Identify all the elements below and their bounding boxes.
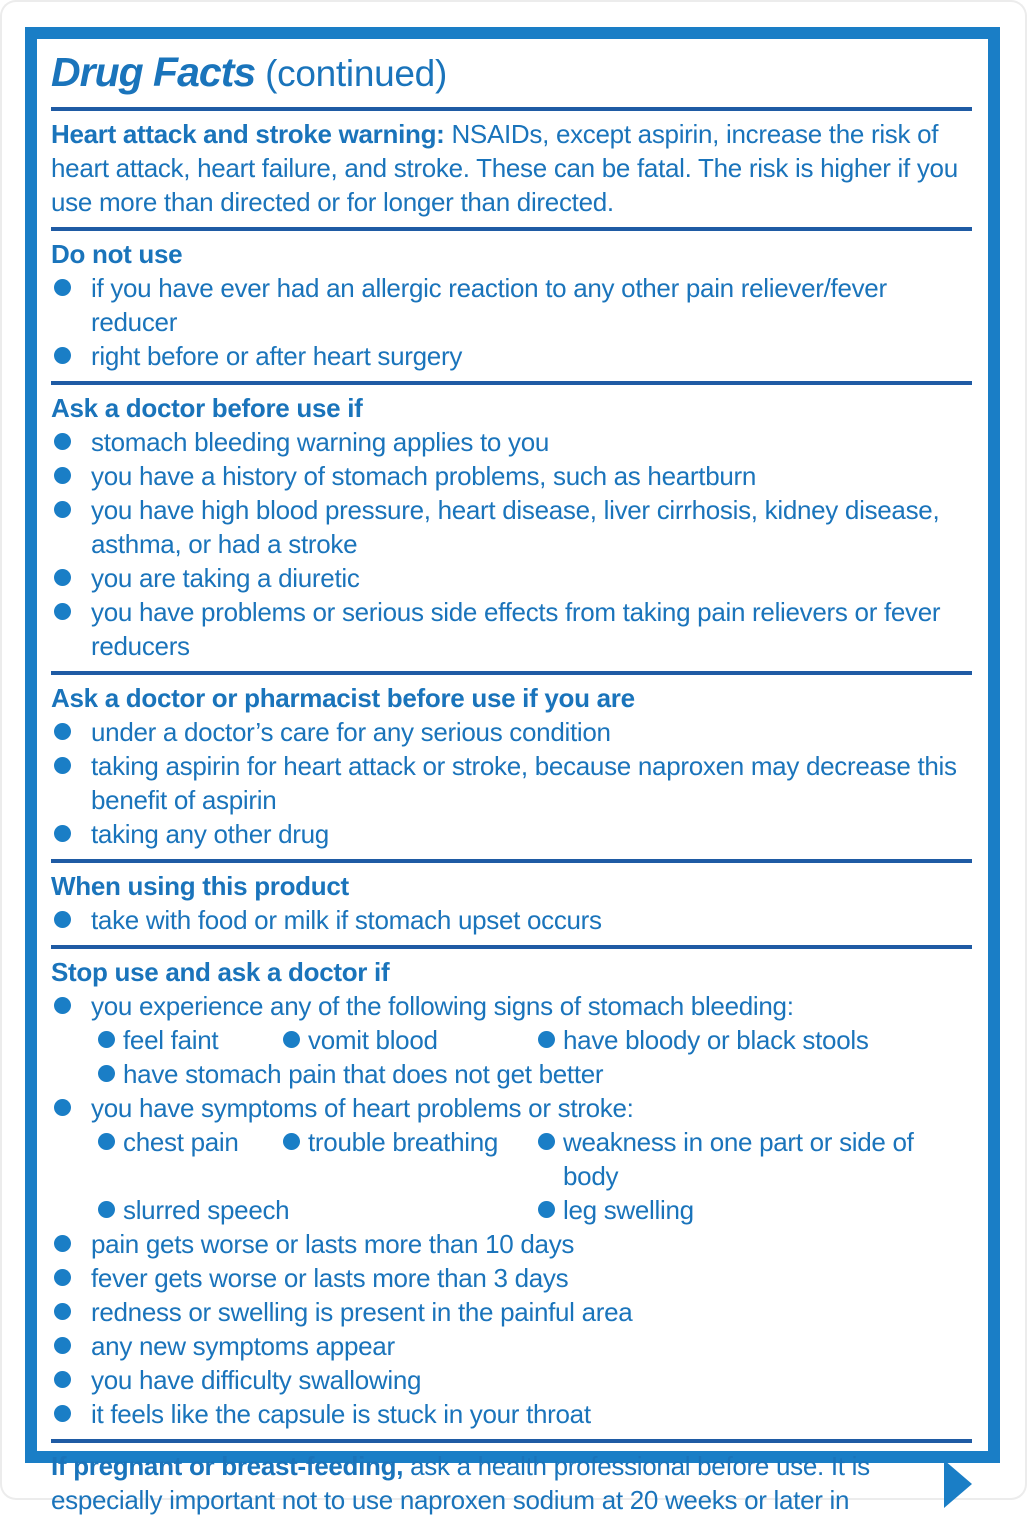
bullet-icon bbox=[51, 749, 91, 783]
sub-bullet-row bbox=[97, 1057, 972, 1091]
sub-bullet-item bbox=[97, 1193, 537, 1227]
bullet-icon bbox=[51, 817, 91, 851]
bullet-item bbox=[51, 425, 972, 459]
sub-bullet-row bbox=[97, 1193, 972, 1227]
drug-facts-title: Drug Facts bbox=[51, 49, 256, 95]
sub-bullet-text: feel faint bbox=[123, 1025, 219, 1055]
bullet-text: taking any other drug bbox=[91, 819, 329, 849]
sub-bullet-item bbox=[537, 1125, 972, 1193]
bullet-text: you have difficulty swallowing bbox=[91, 1365, 422, 1395]
bullet-text: stomach bleeding warning applies to you bbox=[91, 427, 550, 457]
bullet-text: any new symptoms appear bbox=[91, 1331, 395, 1361]
section-heading: When using this product bbox=[51, 871, 349, 901]
sub-bullet-item bbox=[97, 1057, 972, 1091]
sub-bullet-row bbox=[97, 1023, 972, 1057]
bullet-icon bbox=[51, 271, 91, 305]
bullet-text: if you have ever had an allergic reaction to any other pain reliever/fever reducer bbox=[91, 273, 887, 337]
sub-bullet-item bbox=[97, 1023, 282, 1057]
bullet-item bbox=[51, 749, 972, 817]
bullet-item bbox=[51, 271, 972, 339]
section-ask-a-doctor-before-use-if bbox=[51, 385, 972, 675]
sub-bullet-row bbox=[97, 1125, 972, 1193]
bullet-icon bbox=[51, 459, 91, 493]
paragraph-lead: Heart attack and stroke warning: bbox=[51, 119, 445, 149]
bullet-icon bbox=[51, 561, 91, 595]
bullet-icon bbox=[51, 1329, 91, 1363]
bullet-text: you are taking a diuretic bbox=[91, 563, 360, 593]
bullet-icon bbox=[51, 903, 91, 937]
bullet-icon bbox=[51, 1363, 91, 1397]
bullet-text: you have high blood pressure, heart disease, liver cirrhosis, kidney disease, asthma, or had a stroke bbox=[91, 495, 940, 559]
section-stop-use-and-ask-a-doctor-if bbox=[51, 949, 972, 1443]
paragraph-lead: If pregnant or breast-feeding, bbox=[51, 1451, 404, 1481]
drug-facts-panel bbox=[25, 27, 1000, 1515]
section-heading: Do not use bbox=[51, 239, 183, 269]
bullet-icon bbox=[51, 1091, 91, 1125]
bullet-icon bbox=[51, 1397, 91, 1431]
sub-bullet-text: chest pain bbox=[123, 1127, 239, 1157]
bullet-text: you have a history of stomach problems, such as heartburn bbox=[91, 461, 757, 491]
bullet-item bbox=[51, 1091, 972, 1125]
sub-bullet-text: vomit blood bbox=[308, 1025, 438, 1055]
bullet-text: you have problems or serious side effects from taking pain relievers or fever reducers bbox=[91, 597, 941, 661]
section-heading: Stop use and ask a doctor if bbox=[51, 957, 390, 987]
bullet-item bbox=[51, 339, 972, 373]
bullet-item bbox=[51, 1329, 972, 1363]
section-heart-attack-stroke-warning bbox=[51, 111, 972, 231]
bullet-item bbox=[51, 1227, 972, 1261]
bullet-icon bbox=[97, 1057, 123, 1091]
bullet-icon bbox=[51, 1227, 91, 1261]
sub-bullet-text: leg swelling bbox=[563, 1195, 694, 1225]
paragraph-text: NSAIDs, except aspirin, increase the risk of heart attack, heart failure, and stroke. These can be fatal. The risk is higher if you use more than directed or for longer than directed. bbox=[51, 119, 958, 217]
sub-bullet-item bbox=[97, 1125, 282, 1193]
bullet-item bbox=[51, 1295, 972, 1329]
bullet-text: pain gets worse or lasts more than 10 days bbox=[91, 1229, 575, 1259]
sub-bullet-text: have stomach pain that does not get better bbox=[123, 1059, 604, 1089]
section-ask-a-doctor-or-pharmacist-before-use-if-you-are bbox=[51, 675, 972, 863]
paragraph-text: ask a health professional before use. It is especially important not to use naproxen sodium at 20 weeks or later in bbox=[51, 1451, 870, 1515]
bullet-icon bbox=[51, 1261, 91, 1295]
sub-bullet-text: have bloody or black stools bbox=[563, 1025, 869, 1055]
bullet-icon bbox=[51, 425, 91, 459]
section-heading: Ask a doctor or pharmacist before use if you are bbox=[51, 683, 635, 713]
bullet-item bbox=[51, 715, 972, 749]
sub-bullet-item bbox=[537, 1193, 972, 1227]
bullet-text: under a doctor’s care for any serious condition bbox=[91, 717, 611, 747]
bullet-icon bbox=[51, 989, 91, 1023]
bullet-text: it feels like the capsule is stuck in your throat bbox=[91, 1399, 591, 1429]
bullet-icon bbox=[282, 1125, 308, 1159]
paragraph bbox=[51, 1449, 926, 1517]
bullet-icon bbox=[97, 1023, 123, 1057]
bullet-icon bbox=[97, 1125, 123, 1159]
bullet-text: redness or swelling is present in the painful area bbox=[91, 1297, 633, 1327]
bullet-icon bbox=[51, 1295, 91, 1329]
bullet-text: right before or after heart surgery bbox=[91, 341, 463, 371]
bullet-item bbox=[51, 1397, 972, 1431]
section-if-pregnant-or-breast-feeding bbox=[51, 1443, 972, 1525]
sections bbox=[51, 111, 972, 1525]
bullet-item bbox=[51, 1363, 972, 1397]
section-heading: Ask a doctor before use if bbox=[51, 393, 363, 423]
bullet-icon bbox=[51, 595, 91, 629]
sub-bullet-text: trouble breathing bbox=[308, 1127, 499, 1157]
bullet-text: taking aspirin for heart attack or stroke, because naproxen may decrease this benefit of aspirin bbox=[91, 751, 957, 815]
bullet-item bbox=[51, 817, 972, 851]
paragraph bbox=[51, 117, 972, 219]
bullet-item bbox=[51, 595, 972, 663]
drug-facts-continued: (continued) bbox=[265, 53, 447, 94]
bullet-icon bbox=[97, 1193, 123, 1227]
bullet-icon bbox=[282, 1023, 308, 1057]
bullet-icon bbox=[51, 339, 91, 373]
bullet-item bbox=[51, 1261, 972, 1295]
sub-bullet-item bbox=[282, 1125, 537, 1193]
bullet-item bbox=[51, 561, 972, 595]
bullet-text: you have symptoms of heart problems or stroke: bbox=[91, 1093, 634, 1123]
bullet-icon bbox=[537, 1023, 563, 1057]
bullet-icon bbox=[537, 1125, 563, 1159]
bullet-item bbox=[51, 903, 972, 937]
sub-bullet-text: weakness in one part or side of body bbox=[563, 1127, 914, 1191]
bullet-item bbox=[51, 459, 972, 493]
bullet-icon bbox=[537, 1193, 563, 1227]
section-when-using-this-product bbox=[51, 863, 972, 949]
bullet-icon bbox=[51, 715, 91, 749]
bullet-item bbox=[51, 989, 972, 1023]
drug-facts-header bbox=[51, 47, 972, 111]
page-title bbox=[51, 49, 972, 97]
sub-bullet-text: slurred speech bbox=[123, 1195, 290, 1225]
bullet-item bbox=[51, 493, 972, 561]
bullet-text: fever gets worse or lasts more than 3 days bbox=[91, 1263, 569, 1293]
bullet-icon bbox=[51, 493, 91, 527]
section-do-not-use bbox=[51, 231, 972, 385]
bullet-text: you experience any of the following signs of stomach bleeding: bbox=[91, 991, 794, 1021]
bullet-text: take with food or milk if stomach upset occurs bbox=[91, 905, 602, 935]
sub-bullet-item bbox=[282, 1023, 537, 1057]
continue-arrow-icon bbox=[944, 1460, 972, 1508]
sub-bullet-item bbox=[537, 1023, 972, 1057]
